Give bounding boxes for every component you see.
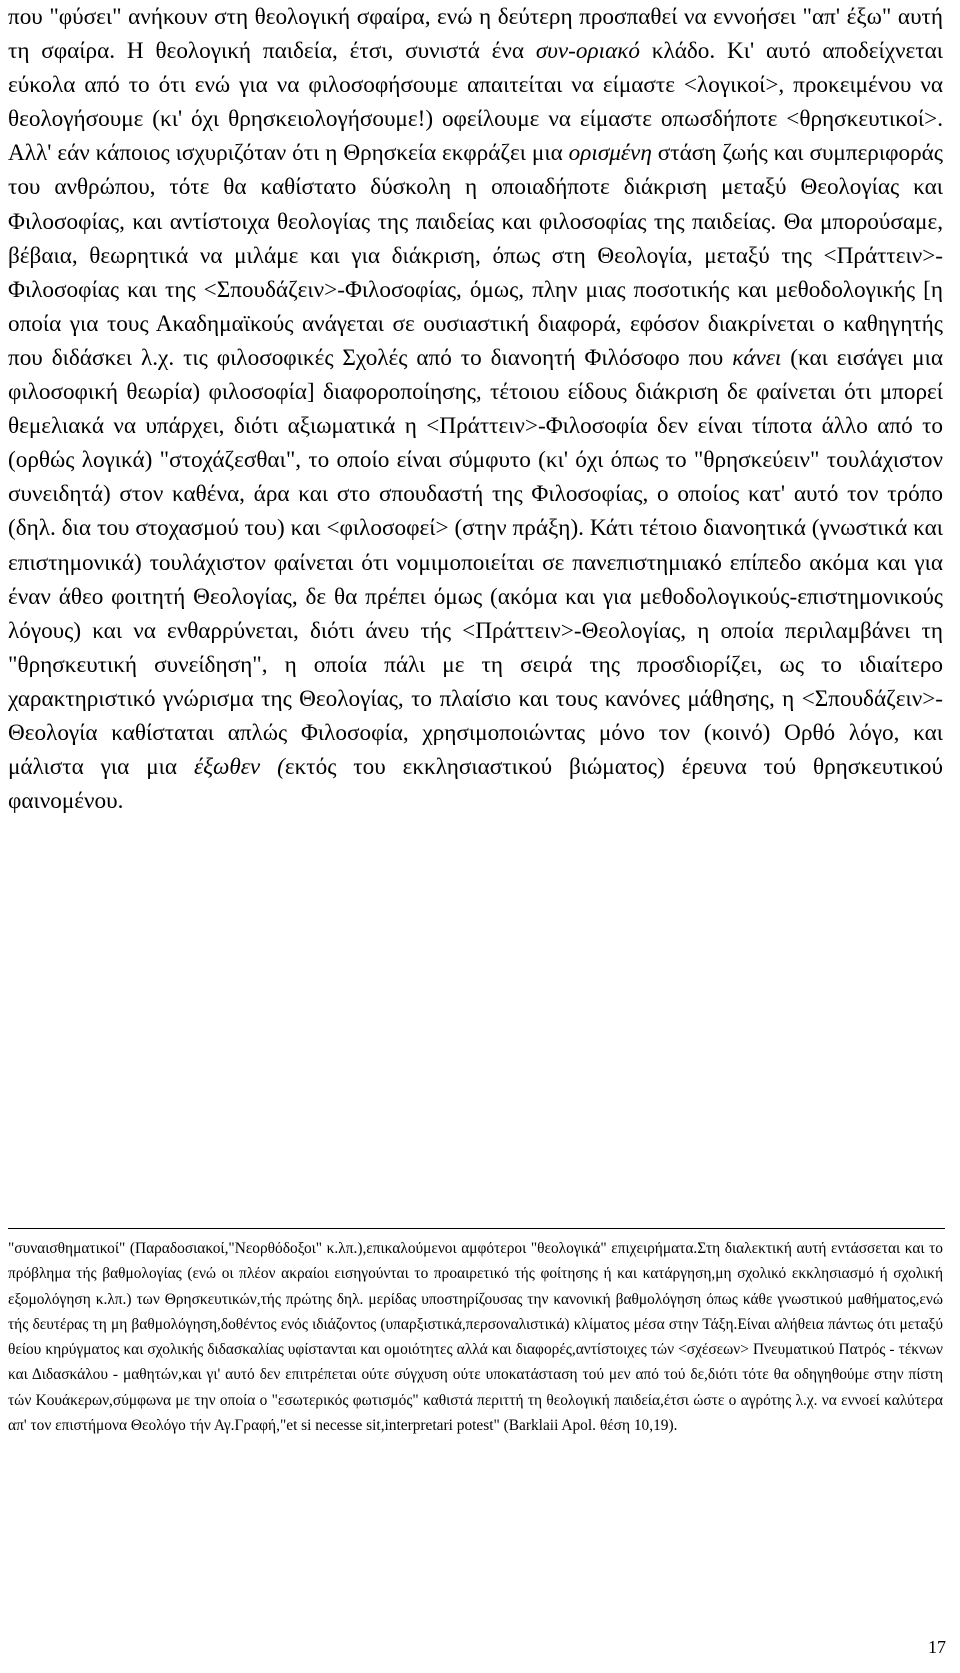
footnote-text: "συναισθηματικοί" (Παραδοσιακοί,"Νεορθόδοξοι" κ.λπ.),επικαλούμενοι αμφότεροι "θεολογικά" επιχειρήματα.Στη διαλεκτική αυτή εντάσσεται και το πρόβλημα τής βαθμολογίας (ενώ οι πλέον ακραίοι εισηγούνται το προαιρετικό τής φοίτησης ή και κατάργηση,μη σχολικό εκκλησιασμό ή σχολική εξομολόγηση κ.λπ.) των Θρησκευτικών,τής πρώτης δηλ. μερίδας υποστηρίζουσας την κανονική βαθμολόγηση όπως κάθε γνωστικού μαθήματος,ενώ τής δευτέρας τη μη βαθμολόγηση,δοθέντος ενός ιδιάζοντος (υπαρξιστικά,περσοναλιστικά) κλίματος μέσα στην Τάξη.Είναι αλήθεια πάντως ότι μεταξύ θείου κηρύγματος και σχολικής διδασκαλίας υφίστανται και ομοιότητες αλλά και διαφορές,αντίστοιχες τών <σχέσεων> Πνευματικού Πατρός - τέκνων και Διδασκάλου - μαθητών,και γι' αυτό δεν επιτρέπεται ούτε σύγχυση ούτε υποκατάσταση τού μεν από τού δε,διότι τότε θα οδηγηθούμε στην πίστη τών Κουάκερων,σύμφωνα με την οποία ο "εσωτερικός φωτισμός" καθιστά περιττή τη θεολογική παιδεία,έτσι ώστε ο αγρότης λ.χ. να εννοεί καλύτερα απ' τον επιστήμονα Θεολόγο τήν Αγ.Γραφή,"et si necesse sit,interpretari potest" (Barklaii Apol. θέση 10,19).: [8, 1240, 943, 1435]
emphasis-orismeni: ορισμένη: [568, 140, 652, 167]
body-paragraph: [8, 0, 943, 818]
footnote-separator: [8, 1228, 945, 1229]
body-text-segment: στάση ζωής και συμπεριφοράς του ανθρώπου, τότε θα καθίστατο δύσκολη η οποιαδήποτε διάκριση μεταξύ Θεολογίας και Φιλοσοφίας, και αντίστοιχα θεολογίας της παιδείας και φιλοσοφίας της παιδείας. Θα μπορούσαμε, βέβαια, θεωρητικά να μιλάμε και για διάκριση, όπως στη Θεολογία, μεταξύ της <Πράττειν>-Φιλοσοφίας και της <Σπουδάζειν>-Φιλοσοφίας, όμως, πλην μιας ποσοτικής και μεθοδολογικής [η οποία για τους Ακαδημαϊκούς ανάγεται σε ουσιαστική διαφορά, εφόσον διακρίνεται ο καθηγητής που διδάσκει λ.χ. τις φιλοσοφικές Σχολές από το διανοητή Φιλόσοφο που: [8, 140, 943, 371]
emphasis-exothen: έξωθεν (: [193, 754, 285, 781]
body-text-segment: (και εισάγει μια φιλοσοφική θεωρία) φιλοσοφία] διαφοροποίησης, τέτοιου είδους διάκριση δε φαίνεται ότι μπορεί θεμελιακά να υπάρχει, διότι αξιωματικά η <Πράττειν>-Φιλοσοφία δεν είναι τίποτα άλλο από το (ορθώς λογικά) "στοχάζεσθαι", το οποίο είναι σύμφυτο (κι' όχι όπως το "θρησκεύειν" τουλάχιστον συνειδητά) στον καθένα, άρα και στο σπουδαστή της Φιλοσοφίας, ο οποίος κατ' αυτό τον τρόπο (δηλ. δια του στοχασμού του) και <φιλοσοφεί> (στην πράξη). Κάτι τέτοιο διανοητικά (γνωστικά και επιστημονικά) τουλάχιστον φαίνεται ότι νομιμοποιείται σε πανεπιστημιακό επίπεδο ακόμα και για έναν άθεο φοιτητή Θεολογίας, δε θα πρέπει όμως (ακόμα και για μεθοδολογικούς-επιστημονικούς λόγους) και να ενθαρρύνεται, διότι άνευ τής <Πράττειν>-Θεολογίας, η οποία περιλαμβάνει τη "θρησκευτική συνείδηση", η οποία πάλι με τη σειρά της προσδιορίζει, ως το ιδιαίτερο χαρακτηριστικό γνώρισμα της Θεολογίας, το πλαίσιο και τους κανόνες μάθησης, η <Σπουδάζειν>-Θεολογία καθίσταται απλώς Φιλοσοφία, χρησιμοποιώντας μόνο τον (κοινό) Ορθό λόγο, και μάλιστα για μια: [8, 344, 943, 781]
body-text-segment: εκτός του εκκλησιαστικού βιώματος) έρευνα τού θρησκευτικού φαινομένου.: [8, 754, 943, 815]
emphasis-syn-oriako: συν-οριακό: [535, 38, 640, 65]
body-text: [8, 0, 943, 818]
body-text-segment: κλάδο. Κι' αυτό αποδείχνεται εύκολα από το ότι ενώ για να φιλοσοφήσουμε απαιτείται να είμαστε <λογικοί>, προκειμένου να θεολογήσουμε (κι' όχι θρησκειολογήσουμε!) οφείλουμε να είμαστε οπωσδήποτε <θρησκευτικοί>. Αλλ' εάν κάποιος ισχυριζόταν ότι η Θρησκεία εκφράζει μια: [8, 38, 943, 167]
emphasis-kanei: κάνει: [732, 344, 782, 371]
body-text-segment: που "φύσει" ανήκουν στη θεολογική σφαίρα, ενώ η δεύτερη προσπαθεί να εννοήσει "απ' έξω" αυτή τη σφαίρα. Η θεολογική παιδεία, έτσι, συνιστά ένα: [8, 4, 943, 65]
page-number: 17: [928, 1637, 946, 1657]
